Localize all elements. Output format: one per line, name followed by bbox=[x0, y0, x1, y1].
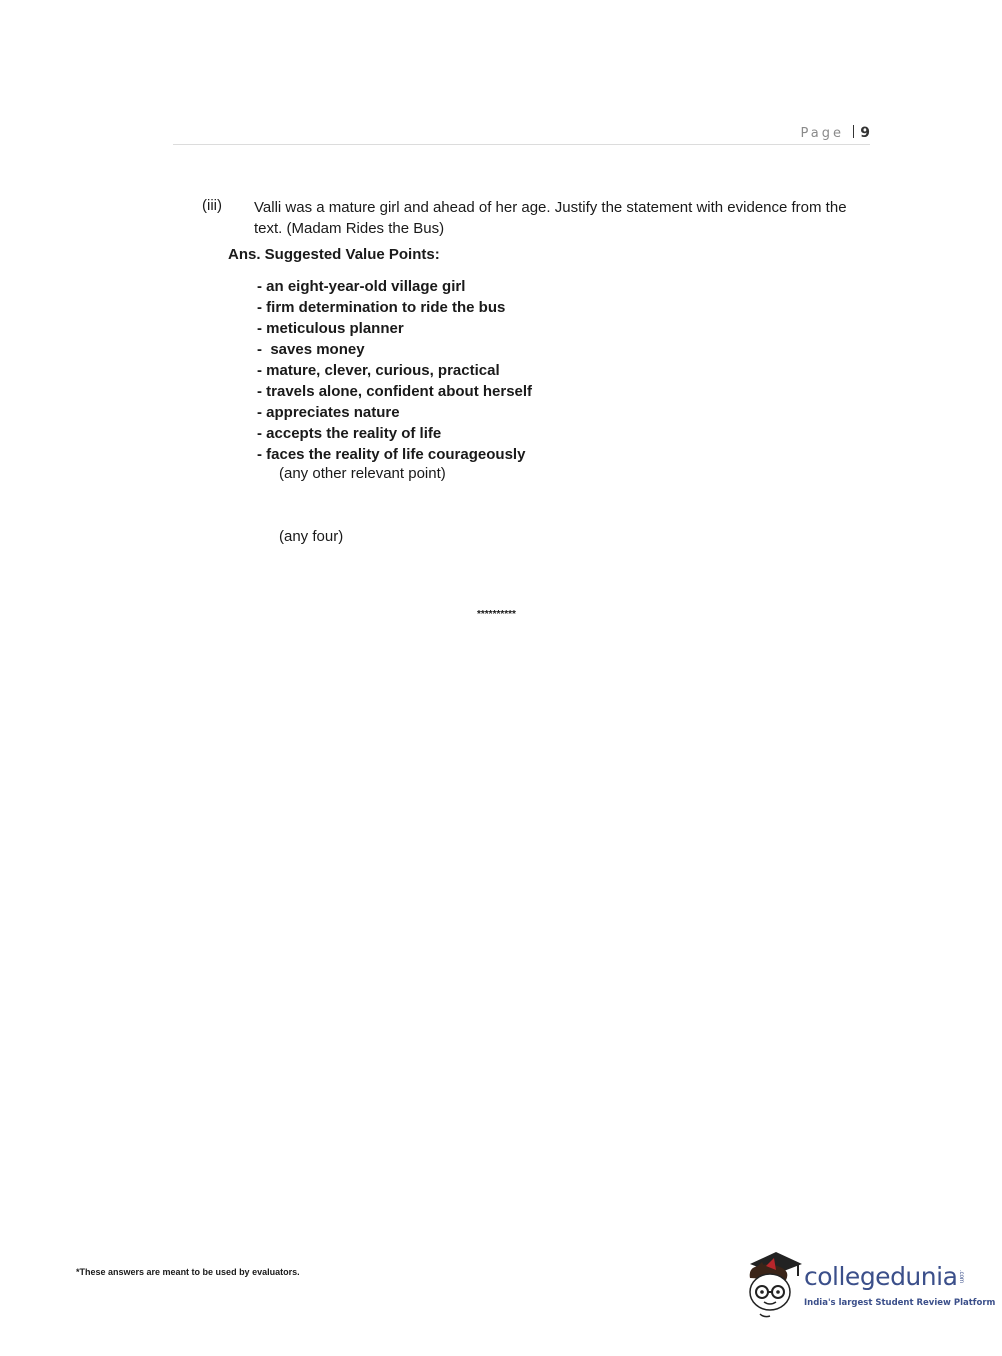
logo-wordmark: collegedunia bbox=[804, 1262, 958, 1291]
other-point-note: (any other relevant point) bbox=[279, 465, 446, 482]
mascot-graduate-icon bbox=[742, 1248, 804, 1320]
list-item: - firm determination to ride the bus bbox=[257, 299, 506, 316]
list-item: - an eight-year-old village girl bbox=[257, 278, 466, 295]
collegedunia-logo bbox=[742, 1248, 996, 1320]
any-four-note: (any four) bbox=[279, 528, 344, 545]
page-number: 9 bbox=[853, 125, 870, 141]
page-header bbox=[173, 124, 870, 145]
question-text: Valli was a mature girl and ahead of her age. Justify the statement with evidence from the text. (Madam Rides the Bus) bbox=[254, 199, 847, 237]
list-item: - appreciates nature bbox=[257, 404, 400, 421]
question-number: (iii) bbox=[202, 197, 222, 214]
list-item: - saves money bbox=[257, 341, 365, 358]
list-item: - meticulous planner bbox=[257, 320, 404, 337]
list-item: - faces the reality of life courageously bbox=[257, 446, 526, 463]
list-item: - mature, clever, curious, practical bbox=[257, 362, 500, 379]
evaluator-note: *These answers are meant to be used by evaluators. bbox=[76, 1267, 300, 1277]
answer-heading: Ans. Suggested Value Points: bbox=[228, 246, 440, 263]
section-separator: ********** bbox=[477, 609, 516, 620]
list-item: - travels alone, confident about herself bbox=[257, 383, 533, 400]
list-item: - accepts the reality of life bbox=[257, 425, 442, 442]
page-label: Page bbox=[800, 126, 844, 141]
logo-tagline: India's largest Student Review Platform bbox=[804, 1298, 996, 1308]
value-points-list bbox=[257, 276, 532, 465]
logo-suffix: .com bbox=[958, 1270, 964, 1284]
